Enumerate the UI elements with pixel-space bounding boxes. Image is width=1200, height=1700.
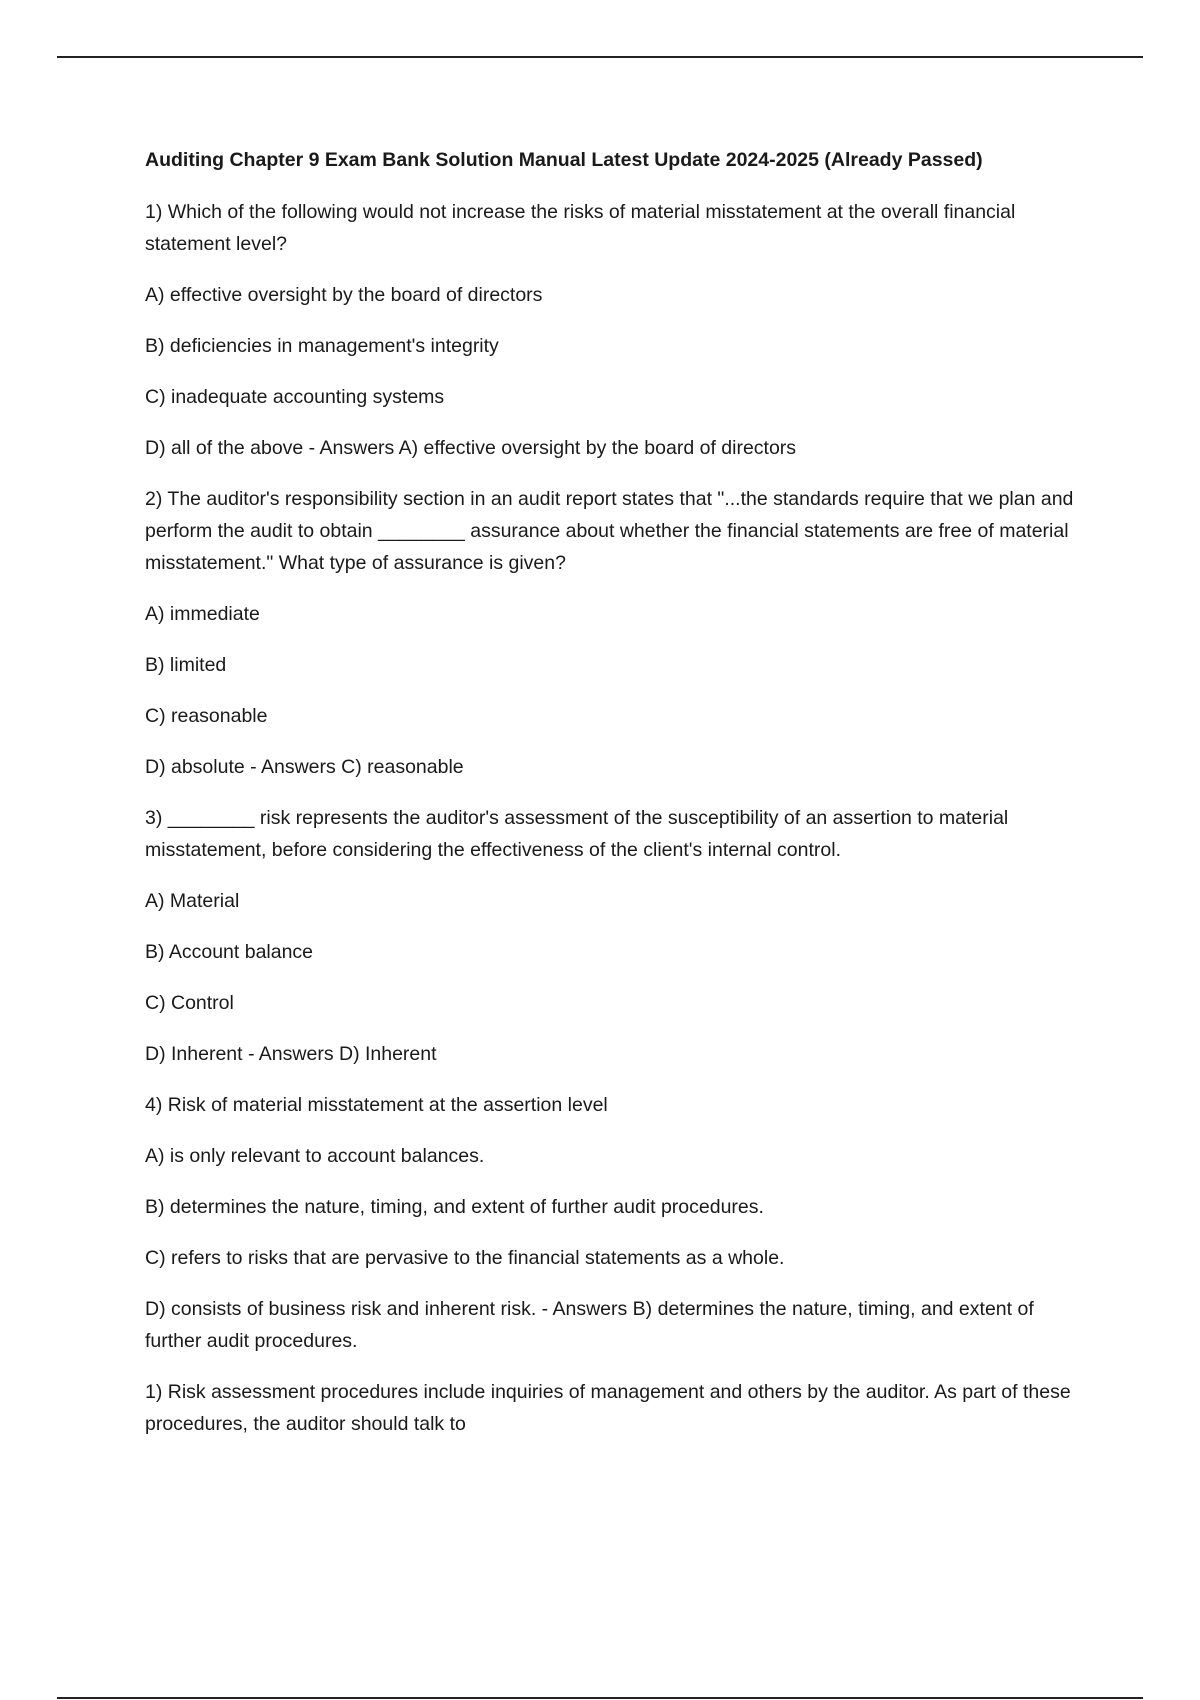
question-2-option-b: B) limited	[145, 654, 227, 676]
question-3: 3) ________ risk represents the auditor's assessment of the susceptibility of an assertion to material misstatement, before considering the effectiveness of the client's internal control.	[145, 807, 1009, 861]
question-4-option-b: B) determines the nature, timing, and extent of further audit procedures.	[145, 1196, 764, 1218]
question-4-option-c: C) refers to risks that are pervasive to the financial statements as a whole.	[145, 1247, 785, 1269]
question-3-option-b: B) Account balance	[145, 941, 314, 963]
question-1-option-b: B) deficiencies in management's integrity	[145, 335, 499, 357]
question-1-option-a: A) effective oversight by the board of directors	[145, 284, 543, 306]
question-4-option-d-answer: D) consists of business risk and inherent risk. - Answers B) determines the nature, timing, and extent of further audit procedures.	[145, 1298, 1034, 1352]
document-title: Auditing Chapter 9 Exam Bank Solution Manual Latest Update 2024-2025 (Already Passed)	[145, 149, 983, 171]
header-rule	[57, 56, 1143, 58]
question-3-option-d-answer: D) Inherent - Answers D) Inherent	[145, 1043, 437, 1065]
question-2-option-a: A) immediate	[145, 603, 260, 625]
footer-rule	[57, 1697, 1143, 1699]
question-4: 4) Risk of material misstatement at the assertion level	[145, 1094, 608, 1116]
question-3-option-c: C) Control	[145, 992, 234, 1014]
question-1-option-d-answer: D) all of the above - Answers A) effective oversight by the board of directors	[145, 437, 797, 459]
question-1-option-c: C) inadequate accounting systems	[145, 386, 445, 408]
question-1: 1) Which of the following would not increase the risks of material misstatement at the overall financial statement level?	[145, 201, 1016, 255]
question-4-option-a: A) is only relevant to account balances.	[145, 1145, 485, 1167]
question-5: 1) Risk assessment procedures include inquiries of management and others by the auditor. As part of these procedures, the auditor should talk to	[145, 1381, 1071, 1435]
document-body	[145, 144, 1075, 1459]
question-3-option-a: A) Material	[145, 890, 240, 912]
question-2-option-c: C) reasonable	[145, 705, 268, 727]
question-2: 2) The auditor's responsibility section in an audit report states that "...the standards require that we plan and perform the audit to obtain ________ assurance about whether the financial statements are free of material misstatement." What type of assurance is given?	[145, 488, 1074, 574]
question-2-option-d-answer: D) absolute - Answers C) reasonable	[145, 756, 464, 778]
